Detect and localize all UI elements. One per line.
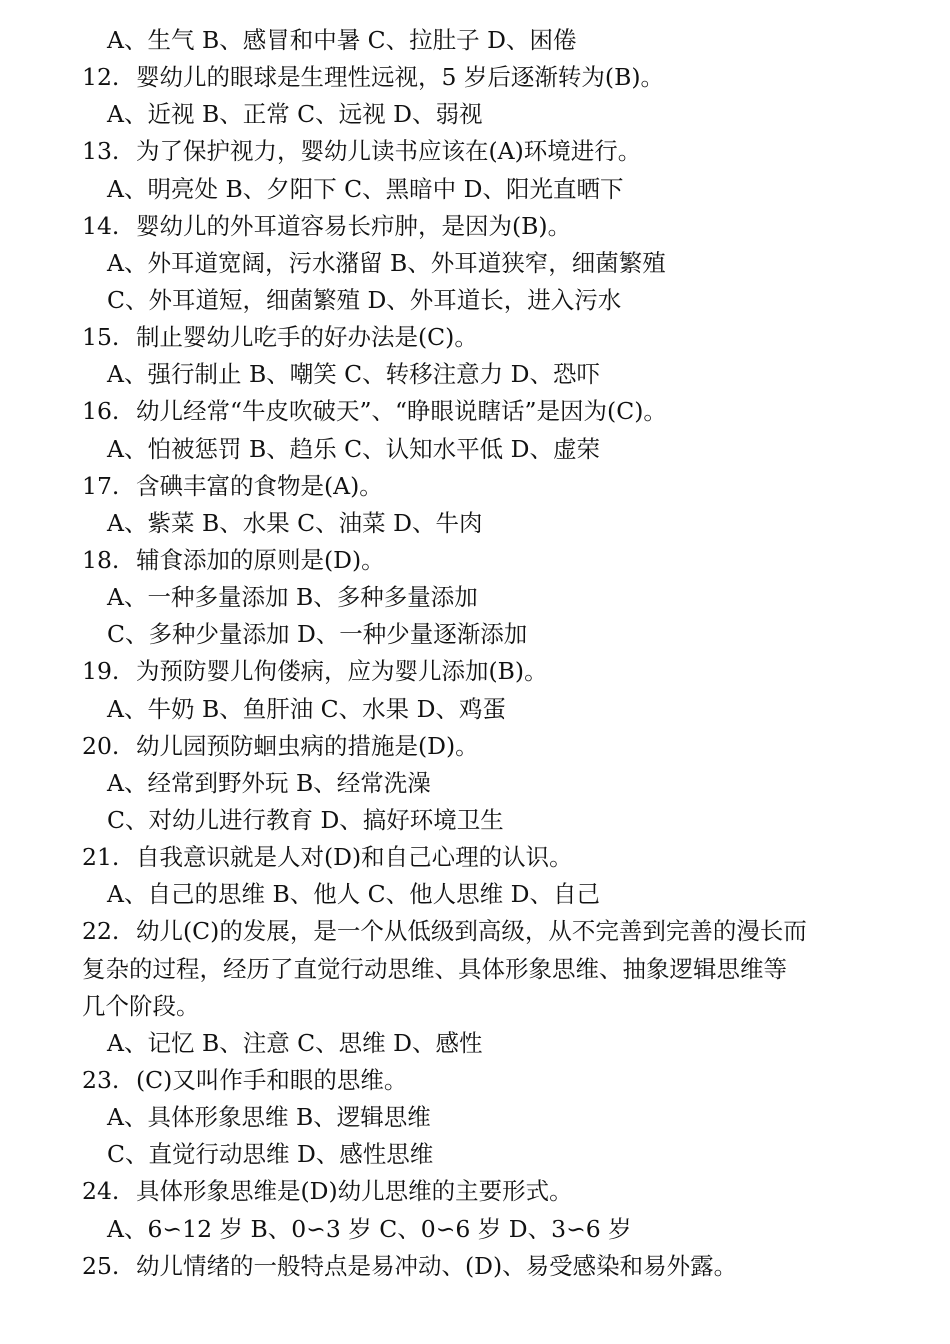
- answer-options-line: A、生气 B、感冒和中暑 C、拉肚子 D、困倦: [107, 26, 577, 54]
- question-text: 为了保护视力，婴幼儿读书应该在(A)环境进行。: [136, 137, 642, 166]
- question-line: [0, 542, 950, 579]
- question-number: 23.: [82, 1065, 120, 1094]
- question-number: 19.: [82, 657, 120, 686]
- answer-options-line: A、具体形象思维 B、逻辑思维: [107, 1103, 431, 1132]
- question-line: [0, 393, 950, 430]
- answer-options-line: A、怕被惩罚 B、趋乐 C、认知水平低 D、虚荣: [107, 434, 600, 463]
- question-text: 为预防婴儿佝偻病，应为婴儿添加(B)。: [136, 657, 548, 686]
- document-page: [0, 22, 950, 1285]
- question-text: 具体形象思维是(D)幼儿思维的主要形式。: [136, 1177, 573, 1206]
- answer-options-line: A、记忆 B、注意 C、思维 D、感性: [107, 1028, 483, 1057]
- question-text: 自我意识就是人对(D)和自己心理的认识。: [136, 843, 573, 872]
- question-number: 15.: [82, 323, 120, 352]
- question-line: [0, 208, 950, 245]
- answer-options-line: A、外耳道宽阔，污水潴留 B、外耳道狭窄，细菌繁殖: [107, 248, 666, 277]
- question-number: 20.: [82, 731, 120, 760]
- question-text: 辅食添加的原则是(D)。: [136, 545, 385, 574]
- answer-options-line: C、多种少量添加 D、一种少量逐渐添加: [107, 620, 528, 649]
- question-text: 幼儿(C)的发展，是一个从低级到高级，从不完善到完善的漫长而: [136, 917, 807, 946]
- question-number: 17.: [82, 471, 120, 500]
- question-line: [0, 653, 950, 690]
- question-number: 13.: [82, 137, 120, 166]
- answer-options-line: C、对幼儿进行教育 D、搞好环境卫生: [107, 805, 504, 834]
- answer-options-line: A、自己的思维 B、他人 C、他人思维 D、自己: [107, 880, 600, 909]
- question-line: [0, 1248, 950, 1285]
- answer-options-line: A、强行制止 B、嘲笑 C、转移注意力 D、恐吓: [107, 360, 600, 389]
- question-number: 18.: [82, 545, 120, 574]
- question-text: 含碘丰富的食物是(A)。: [136, 471, 383, 500]
- question-line: [0, 133, 950, 170]
- answer-options-line: A、近视 B、正常 C、远视 D、弱视: [107, 100, 483, 129]
- answer-options-line: A、紫菜 B、水果 C、油菜 D、牛肉: [107, 508, 483, 537]
- question-number: 21.: [82, 843, 120, 872]
- question-number: 25.: [82, 1251, 120, 1280]
- question-line: [0, 839, 950, 876]
- question-text: 幼儿经常“牛皮吹破天”、“睁眼说瞎话”是因为(C)。: [136, 397, 667, 426]
- question-line: [0, 913, 950, 950]
- question-text: 幼儿园预防蛔虫病的措施是(D)。: [136, 731, 479, 760]
- question-text: 幼儿情绪的一般特点是易冲动、(D)、易受感染和易外露。: [136, 1251, 738, 1280]
- question-line: [0, 468, 950, 505]
- question-number: 12.: [82, 63, 120, 92]
- question-continuation-line: 几个阶段。: [82, 991, 200, 1020]
- question-line: [0, 1062, 950, 1099]
- question-number: 14.: [82, 211, 120, 240]
- question-line: [0, 319, 950, 356]
- question-text: (C)又叫作手和眼的思维。: [136, 1065, 408, 1094]
- answer-options-line: A、6∽12 岁 B、0∽3 岁 C、0∽6 岁 D、3∽6 岁: [107, 1214, 632, 1243]
- answer-options-line: A、经常到野外玩 B、经常洗澡: [107, 768, 431, 797]
- answer-options-line: A、明亮处 B、夕阳下 C、黑暗中 D、阳光直晒下: [107, 174, 624, 203]
- question-number: 24.: [82, 1177, 120, 1206]
- answer-options-line: A、牛奶 B、鱼肝油 C、水果 D、鸡蛋: [107, 694, 506, 723]
- answer-options-line: C、外耳道短，细菌繁殖 D、外耳道长，进入污水: [107, 285, 622, 314]
- question-line: [0, 728, 950, 765]
- question-line: [0, 59, 950, 96]
- question-number: 22.: [82, 917, 120, 946]
- question-text: 婴幼儿的外耳道容易长疖肿，是因为(B)。: [136, 211, 572, 240]
- question-line: [0, 1173, 950, 1210]
- answer-options-line: A、一种多量添加 B、多种多量添加: [107, 583, 478, 612]
- question-text: 婴幼儿的眼球是生理性远视，5 岁后逐渐转为(B)。: [136, 63, 665, 92]
- question-continuation-line: 复杂的过程，经历了直觉行动思维、具体形象思维、抽象逻辑思维等: [82, 954, 787, 983]
- question-number: 16.: [82, 397, 120, 426]
- answer-options-line: C、直觉行动思维 D、感性思维: [107, 1140, 434, 1169]
- question-text: 制止婴幼儿吃手的好办法是(C)。: [136, 323, 478, 352]
